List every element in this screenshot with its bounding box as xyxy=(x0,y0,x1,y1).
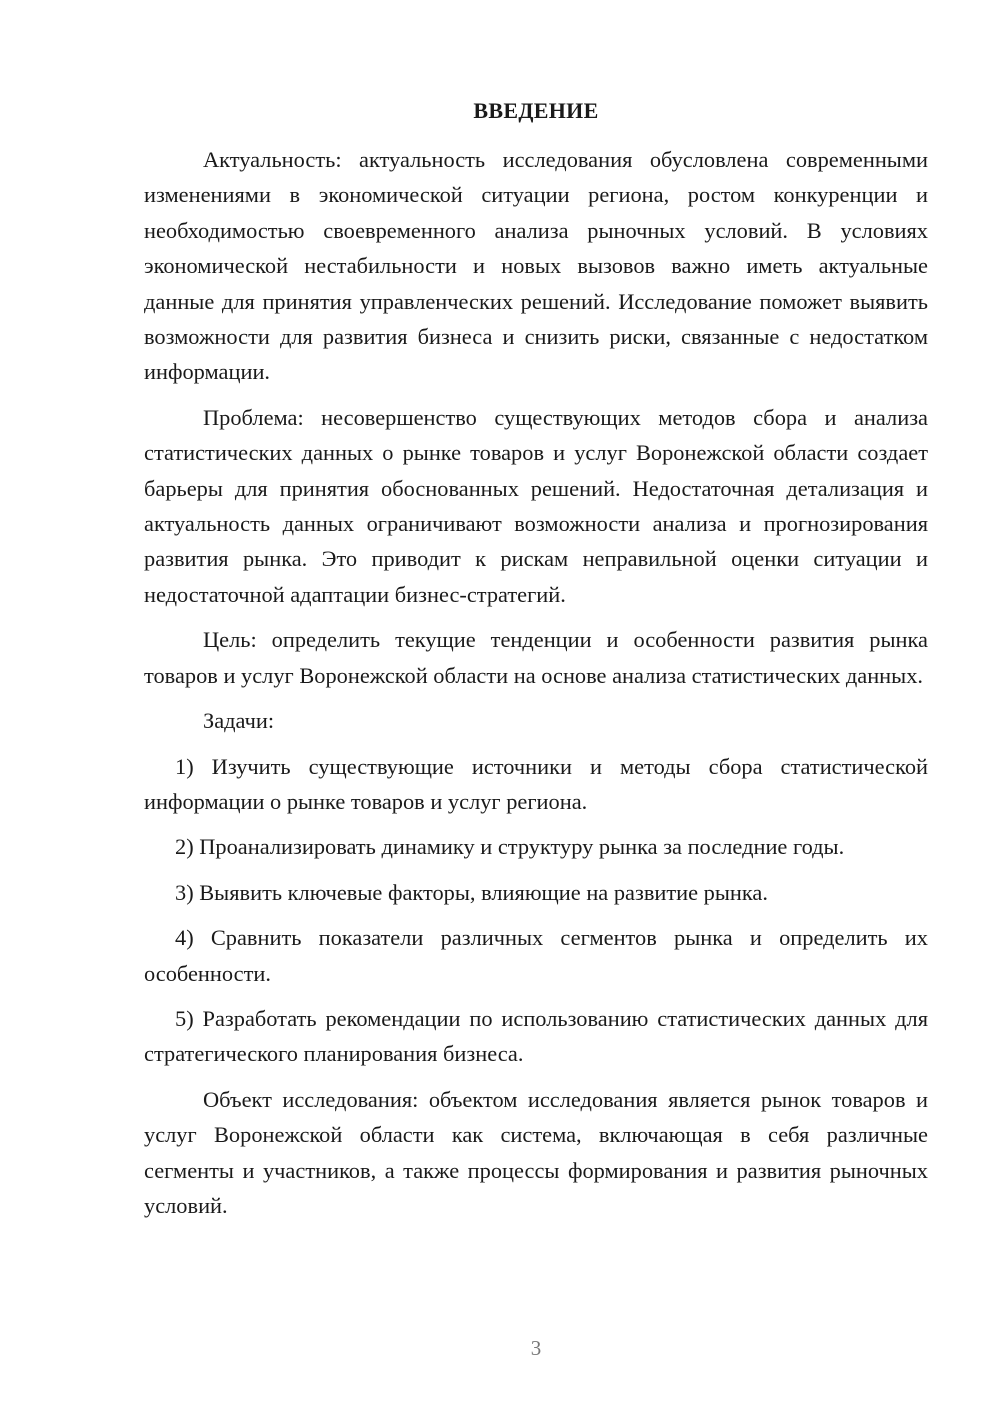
task-item: 5) Разработать рекомендации по использованию статистических данных для стратегического планирования бизнеса. xyxy=(144,1005,928,1067)
page-number: 3 xyxy=(530,1336,542,1360)
body-text xyxy=(144,142,928,1223)
paragraph-problem: Проблема: несовершенство существующих методов сбора и анализа статистических данных о рынке товаров и услуг Воронежской области создает барьеры для принятия обоснованных решений. Недостаточная детализация и актуальность данных ограничивают возможности анализа и прогнозирования развития рынка. Это приводит к рискам неправильной оценки ситуации и недостаточной адаптации бизнес-стратегий. xyxy=(144,404,928,607)
task-item: 2) Проанализировать динамику и структуру рынка за последние годы. xyxy=(175,834,845,860)
paragraph-goal: Цель: определить текущие тенденции и особенности развития рынка товаров и услуг Воронежской области на основе анализа статистических данных. xyxy=(144,627,928,688)
tasks-heading: Задачи: xyxy=(203,708,275,734)
task-item: 3) Выявить ключевые факторы, влияющие на развитие рынка. xyxy=(175,879,768,905)
task-item: 4) Сравнить показатели различных сегментов рынка и определить их особенности. xyxy=(144,925,928,986)
paragraph-relevance: Актуальность: актуальность исследования обусловлена современными изменениями в экономической ситуации региона, ростом конкуренции и необходимостью своевременного анализа рыночных условий. В условиях экономической нестабильности и новых вызовов важно иметь актуальные данные для принятия управленческих решений. Исследование поможет выявить возможности для развития бизнеса и снизить риски, связанные с недостатком информации. xyxy=(144,147,928,385)
section-title: ВВЕДЕНИЕ xyxy=(473,98,599,123)
paragraph-object: Объект исследования: объектом исследования является рынок товаров и услуг Воронежской области как система, включающая в себя различные сегменты и участников, а также процессы формирования и развития рыночных условий. xyxy=(144,1086,928,1218)
task-item: 1) Изучить существующие источники и методы сбора статистической информации о рынке товаров и услуг региона. xyxy=(144,753,928,814)
